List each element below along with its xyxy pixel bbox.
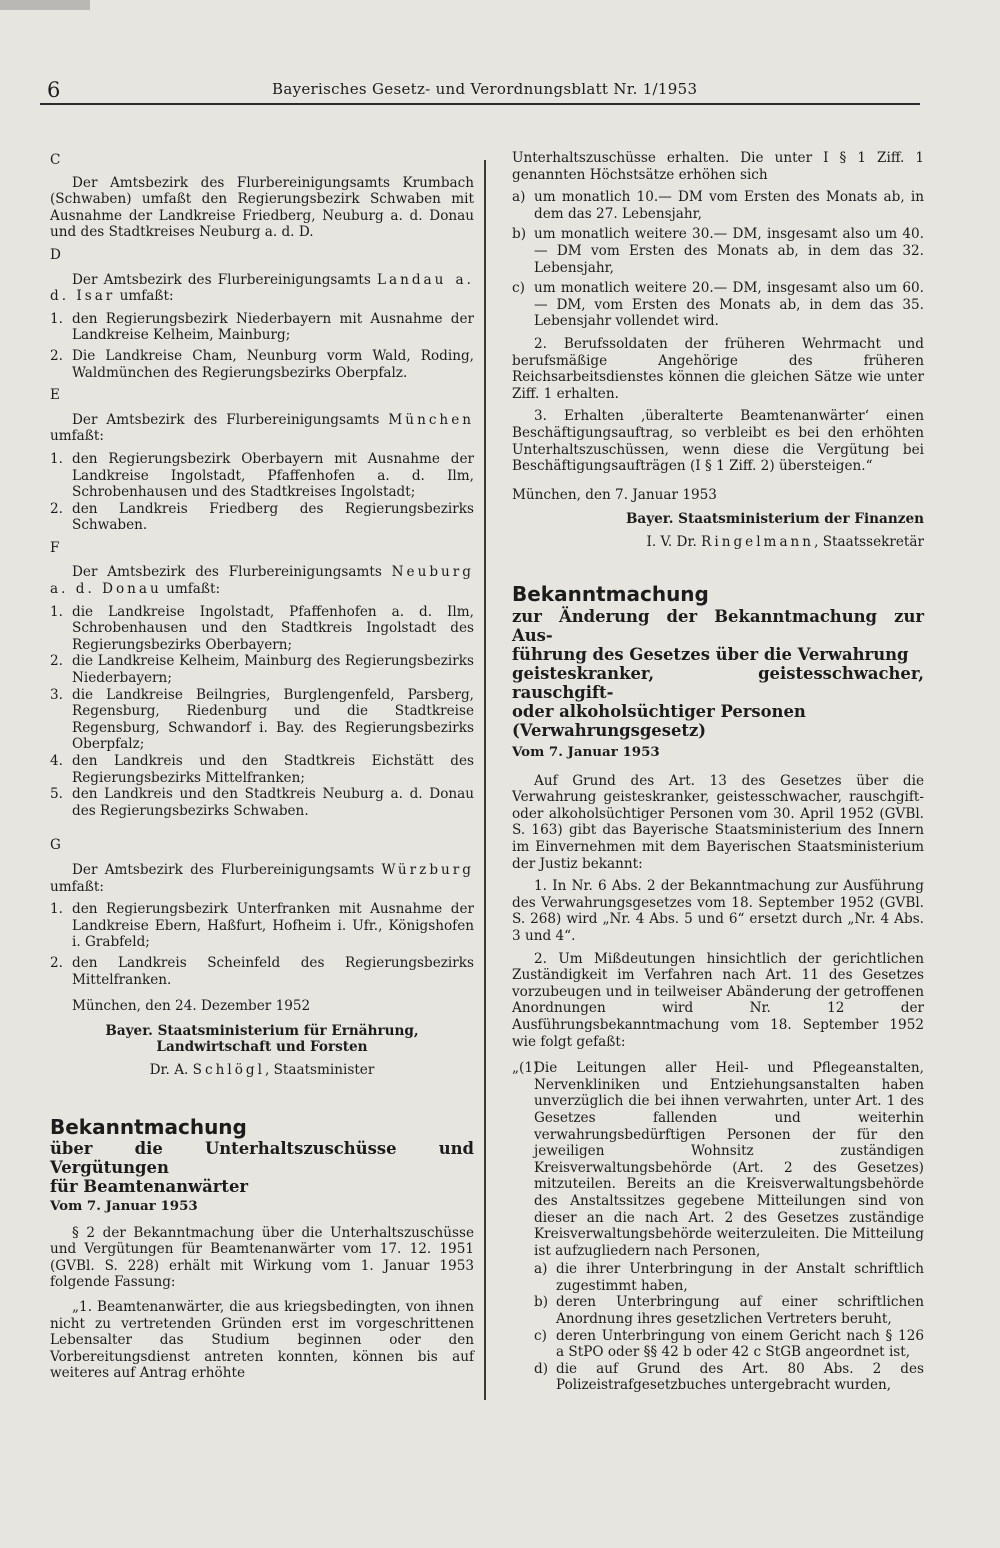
notice-subtitle: zur Änderung der Bekanntmachung zur Aus- führung des Gesetzes über die Verwahrung geisteskranker, geistesschwacher, rauschgift- oder alkoholsüchtiger Personen (Verwahrungsgesetz) — [512, 607, 924, 741]
notice-paragraph: 1. In Nr. 6 Abs. 2 der Bekanntmachung zur Ausführung des Verwahrungsgesetzes vom 18. September 1952 (GVBl. S. 268) wird „Nr. 4 Abs. 5 und 6“ ersetzt durch „Nr. 4 Abs. 3 und 4“. — [512, 878, 924, 944]
list-item: b) deren Unterbringung auf einer schriftlichen Anordnung ihres gesetzlichen Vertreters beruht, — [534, 1294, 924, 1328]
notice-subtitle: über die Unterhaltszuschüsse und Vergütungen für Beamtenanwärter — [50, 1139, 474, 1197]
section-f-label: F — [50, 539, 60, 556]
section-f-list — [50, 604, 474, 820]
point-3: 3. Erhalten ‚überalterte Beamtenanwärter‘ einen Beschäftigungsauftrag, so verbleibt es bei den erhöhten Unterhaltszuschüssen, wenn diese die Vergütung bei Beschäftigungsaufträgen (I § 1 Ziff. 2) übersteigen.“ — [512, 408, 924, 475]
section-e-intro: Der Amtsbezirk des Flurbereinigungsamts München umfaßt: — [50, 411, 474, 445]
quoted-provision — [512, 1060, 924, 1394]
person-categories — [534, 1261, 924, 1394]
scan-corner-mark — [0, 0, 90, 10]
notice-paragraph: „1. Beamtenanwärter, die aus kriegsbedingten, von ihnen nicht zu vertretenden Gründen erst im vorgeschrittenen Lebensalter das Studium beginnen oder den Vorbereitungsdienst antreten konnten, können bis auf weiteres auf Antrag erhöhte — [50, 1299, 474, 1382]
signer-name: Schlögl — [192, 1061, 265, 1078]
signer-name: Ringelmann — [701, 533, 815, 550]
section-g-label: G — [50, 837, 61, 854]
notice-heading: Bekanntmachung — [512, 582, 709, 607]
office-name: München — [388, 411, 474, 428]
point-2: 2. Berufssoldaten der früheren Wehrmacht und berufsmäßige Angehörige des früheren Reichsarbeitsdienstes können die gleichen Sätze wie unter Ziff. 1 erhalten. — [512, 335, 924, 402]
list-item: „(1) Die Leitungen aller Heil- und Pflegeanstalten, Nervenkliniken und Entziehungsanstalten haben unverzüglich die bei ihnen verwahrten, unter Art. 1 des Gesetzes fallenden und weiterhin verwahrungsbedürftigen Personen der für den jeweiligen Wohnsitz zuständigen Kreisverwaltungsbehörde (Art. 2 des Gesetzes) mitzuteilen. Bereits an die Kreisverwaltungsbehörde des Anstaltssitzes gegebene Mitteilungen sind von dieser an die nach Art. 2 des Gesetzes zuständige Kreisverwaltungsbehörde weiterzuleiten. Die Mitteilung ist aufzugliedern nach Personen, a) die ihrer Unterbringung in der Anstalt schriftlich zugestimmt haben, b) deren Unterbringung auf einer schriftlichen Anordnung ihres gesetzlichen Vertreters beruht, c) deren Unterbringung von einem Gericht nach § 126 a StPO oder §§ 42 b oder 42 c StGB angeordnet ist, d) die auf Grund des Art. 80 Abs. 2 des Polizeistrafgesetzbuches untergebracht wurden, — [512, 1060, 924, 1394]
section-f-intro: Der Amtsbezirk des Flurbereinigungsamts Neuburg a. d. Donau umfaßt: — [50, 564, 474, 598]
running-title: Bayerisches Gesetz- und Verordnungsblatt Nr. 1/1953 — [272, 80, 698, 98]
column-divider — [484, 160, 486, 1400]
left-column — [50, 150, 474, 1382]
notice-date: Vom 7. Januar 1953 — [50, 1198, 198, 1215]
list-item: c) deren Unterbringung von einem Gericht nach § 126 a StPO oder §§ 42 b oder 42 c StGB angeordnet ist, — [534, 1327, 924, 1361]
list-item: 1. den Regierungsbezirk Niederbayern mit Ausnahme der Landkreise Kelheim, Mainburg; — [50, 310, 474, 344]
notice-date: Vom 7. Januar 1953 — [512, 744, 660, 761]
page-number: 6 — [47, 78, 61, 102]
list-item: 3. die Landkreise Beilngries, Burglengenfeld, Parsberg, Regensburg, Riedenburg und die Stadtkreise Regensburg, Schwandorf i. Bay. des Regierungsbezirks Oberpfalz; — [50, 686, 474, 753]
list-item: 1. die Landkreise Ingolstadt, Pfaffenhofen a. d. Ilm, Schrobenhausen und den Stadtkreis Ingolstadt des Regierungsbezirks Oberbayern; — [50, 603, 474, 653]
list-item: a) die ihrer Unterbringung in der Anstalt schriftlich zugestimmt haben, — [534, 1261, 924, 1294]
section-c-body: Der Amtsbezirk des Flurbereinigungsamts Krumbach (Schwaben) umfaßt den Regierungsbezirk Schwaben mit Ausnahme der Landkreise Friedberg, Neuburg a. d. Donau und des Stadtkreises Neuburg a. d. D. — [50, 174, 474, 241]
list-item: 4. den Landkreis und den Stadtkreis Eichstätt des Regierungsbezirks Mittelfranken; — [50, 753, 474, 786]
increase-list — [512, 189, 924, 330]
list-item: 2. den Landkreis Friedberg des Regierungsbezirks Schwaben. — [50, 500, 474, 534]
list-item: 5. den Landkreis und den Stadtkreis Neuburg a. d. Donau des Regierungsbezirks Schwaben. — [50, 786, 474, 819]
continuation-paragraph: Unterhaltszuschüsse erhalten. Die unter I § 1 Ziff. 1 genannten Höchstsätze erhöhen sich — [512, 150, 924, 183]
office-name: Würzburg — [381, 861, 474, 878]
section-d-list — [50, 311, 474, 381]
office-name: Neuburg a. d. Donau — [50, 564, 474, 598]
section-c-label: C — [50, 152, 61, 168]
signing-authority: Bayer. Staatsministerium der Finanzen — [625, 511, 924, 528]
closing-place-date: München, den 24. Dezember 1952 — [72, 998, 311, 1015]
list-item: 1. den Regierungsbezirk Unterfranken mit Ausnahme der Landkreise Ebern, Haßfurt, Hofheim i. Ufr., Königshofen i. Grabfeld; — [50, 901, 474, 951]
section-g-intro: Der Amtsbezirk des Flurbereinigungsamts Würzburg umfaßt: — [50, 861, 474, 895]
list-item: 2. den Landkreis Scheinfeld des Regierungsbezirks Mittelfranken. — [50, 954, 474, 988]
section-d-label: D — [50, 246, 61, 263]
section-e-list — [50, 451, 474, 534]
section-d-intro: Der Amtsbezirk des Flurbereinigungsamts Landau a. d. Isar umfaßt: — [50, 271, 474, 305]
signature-line: I. V. Dr. Ringelmann, Staatssekretär — [646, 533, 924, 550]
list-item: 2. die Landkreise Kelheim, Mainburg des Regierungsbezirks Niederbayern; — [50, 653, 474, 687]
notice-paragraph: Auf Grund des Art. 13 des Gesetzes über die Verwahrung geisteskranker, geistesschwacher, rauschgift- oder alkoholsüchtiger Personen vom 30. April 1952 (GVBl. S. 163) gibt das Bayerische Staatsministerium des Innern im Einvernehmen mit dem Bayerischen Staatsministerium der Justiz bekannt: — [512, 772, 924, 872]
list-item: c) um monatlich weitere 20.— DM, insgesamt also um 60.— DM, vom Ersten des Monats ab, in dem das 35. Lebensjahr vollendet wird. — [512, 280, 924, 330]
list-item: b) um monatlich weitere 30.— DM, insgesamt also um 40.— DM vom Ersten des Monats ab, in dem das 32. Lebensjahr, — [512, 226, 924, 276]
list-item: 1. den Regierungsbezirk Oberbayern mit Ausnahme der Landkreise Ingolstadt, Pfaffenhofen a. d. Ilm, Schrobenhausen und des Stadtkreises Ingolstadt; — [50, 450, 474, 501]
section-g-list — [50, 901, 474, 988]
list-item: a) um monatlich 10.— DM vom Ersten des Monats ab, in dem das 27. Lebensjahr, — [512, 189, 924, 222]
closing-place-date: München, den 7. Januar 1953 — [512, 486, 717, 503]
section-e-label: E — [50, 387, 60, 404]
signature-line: Dr. A. Schlögl, Staatsminister — [149, 1061, 375, 1078]
notice-paragraph: 2. Um Mißdeutungen hinsichtlich der gerichtlichen Zuständigkeit im Verfahren nach Art. 11 des Gesetzes vorzubeugen und in teilweiser Abänderung der getroffenen Anordnungen wird Nr. 12 der Ausführungsbekanntmachung vom 18. September 1952 wie folgt gefaßt: — [512, 950, 924, 1050]
notice-heading: Bekanntmachung — [50, 1114, 247, 1139]
list-item: d) die auf Grund des Art. 80 Abs. 2 des Polizeistrafgesetzbuches untergebracht wurden, — [534, 1360, 924, 1394]
office-name: Landau a. d. Isar — [50, 271, 474, 305]
right-column — [512, 150, 924, 1394]
list-item: 2. Die Landkreise Cham, Neunburg vorm Wald, Roding, Waldmünchen des Regierungsbezirks Oberpfalz. — [50, 347, 474, 381]
notice-paragraph: § 2 der Bekanntmachung über die Unterhaltszuschüsse und Vergütungen für Beamtenanwärter vom 17. 12. 1951 (GVBl. S. 228) erhält mit Wirkung vom 1. Januar 1953 folgende Fassung: — [50, 1224, 474, 1291]
signing-authority: Bayer. Staatsministerium für Ernährung, Landwirtschaft und Forsten — [105, 1022, 419, 1056]
header-rule — [40, 103, 920, 105]
